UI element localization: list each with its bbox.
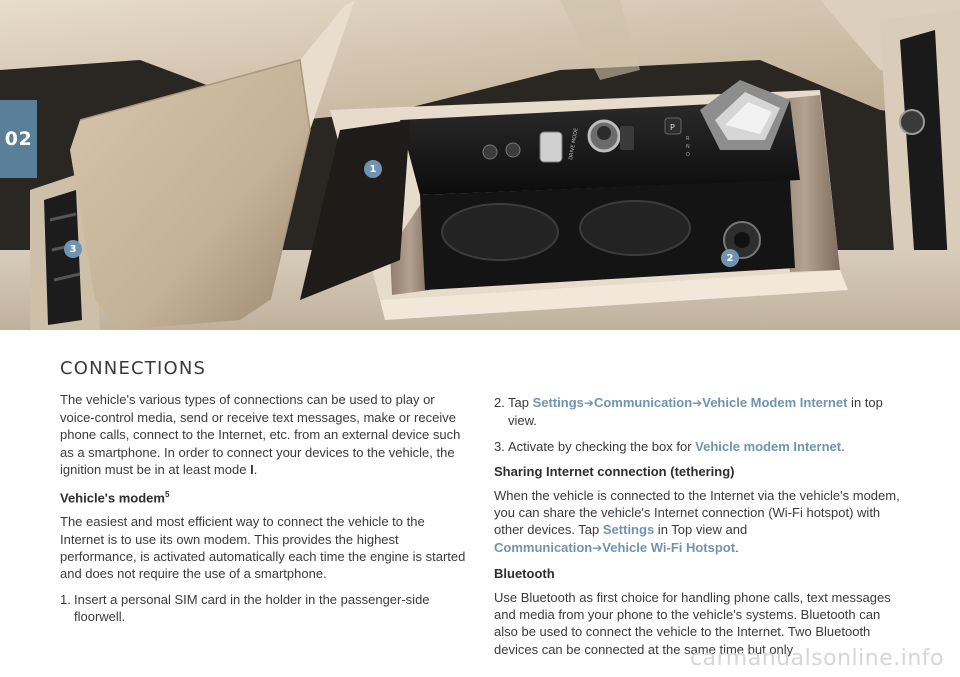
- tethering-paragraph: [494, 487, 906, 558]
- bluetooth-heading: Bluetooth: [494, 566, 555, 582]
- tethering-text: When the vehicle is connected to the Internet via the vehicle's modem, you can share the vehicle's Internet connection (Wi-Fi hotspot) with other devices. Tap: [494, 487, 900, 538]
- step-2-post: in top view.: [508, 395, 883, 429]
- chapter-number: 02: [4, 128, 33, 150]
- communication-link[interactable]: Communication: [593, 395, 693, 410]
- tethering-communication-link[interactable]: Communication: [494, 539, 593, 555]
- footnote-ref: 5: [164, 490, 170, 500]
- modem-heading-text: Vehicle's modem: [60, 490, 165, 506]
- ignition-mode: I: [250, 462, 254, 478]
- step-1: [60, 591, 468, 626]
- step-2-number: 2.: [494, 395, 505, 410]
- arrow-right-icon: ➔: [692, 396, 703, 410]
- chapter-tab: [0, 100, 37, 178]
- page-title: CONNECTIONS: [60, 358, 207, 379]
- vehicle-wifi-hotspot-link[interactable]: Vehicle Wi-Fi Hotspot: [602, 539, 736, 555]
- step-3-text: [508, 438, 906, 455]
- modem-heading: [60, 486, 468, 507]
- console-illustration: [0, 0, 960, 330]
- step-1-number: 1.: [60, 591, 71, 607]
- tethering-heading: Sharing Internet connection (tethering): [494, 464, 735, 480]
- modem-paragraph: The easiest and most efficient way to connect the vehicle to the Internet is to use its own modem. This provides the highest performance, is activated automatically each time the engine is started and does not require the use of a smartphone.: [60, 514, 466, 582]
- intro-paragraph: [60, 391, 468, 478]
- vehicle-modem-internet-checkbox-label[interactable]: Vehicle modem Internet: [695, 438, 842, 454]
- step-3-number: 3.: [494, 438, 505, 454]
- intro-end: .: [253, 462, 258, 478]
- settings-link[interactable]: Settings: [532, 395, 584, 410]
- gear-n-label: N: [686, 144, 690, 150]
- gear-p-label: P: [670, 123, 675, 132]
- gear-r-label: R: [686, 136, 690, 142]
- step-3: [494, 438, 906, 455]
- left-column: [60, 360, 468, 634]
- step-2-pre: Tap: [508, 395, 533, 410]
- watermark: carmanualsonline.info: [690, 646, 944, 671]
- intro-text: The vehicle's various types of connections can be used to play or voice-control media, send or receive text messages, make or receive phone calls, connect to the Internet, etc. from an external device such as a smartphone. In order to connect your devices to the vehicle, the ignition must be in at least mode: [60, 392, 461, 478]
- step-3-post: .: [841, 438, 845, 454]
- tethering-end: .: [735, 539, 739, 555]
- bluetooth-paragraph: Use Bluetooth as first choice for handling phone calls, text messages and media from your phone to the vehicle's systems. Bluetooth can also be used to connect the vehicle to the Internet. Two Bluetooth devices can be connected at the same time but only: [494, 589, 891, 657]
- gear-d-label: D: [686, 152, 690, 158]
- tethering-settings-link[interactable]: Settings: [602, 522, 655, 538]
- tethering-mid: in Top view and: [654, 522, 748, 538]
- arrow-right-icon: ➔: [592, 540, 603, 555]
- drive-mode-label: DRIVE MODE: [568, 127, 580, 161]
- step-1-text: Insert a personal SIM card in the holder in the passenger-side floorwell.: [74, 591, 430, 625]
- step-2: [494, 394, 906, 430]
- callout-3: 3: [64, 240, 82, 258]
- step-3-pre: Activate by checking the box for: [508, 438, 696, 454]
- vehicle-modem-internet-link[interactable]: Vehicle Modem Internet: [702, 395, 848, 410]
- arrow-right-icon: ➔: [583, 396, 594, 410]
- callout-1: 1: [364, 160, 382, 178]
- step-2-text: [508, 394, 906, 430]
- callout-2: 2: [721, 249, 739, 267]
- right-column: [494, 394, 906, 666]
- console-photo: [0, 0, 960, 330]
